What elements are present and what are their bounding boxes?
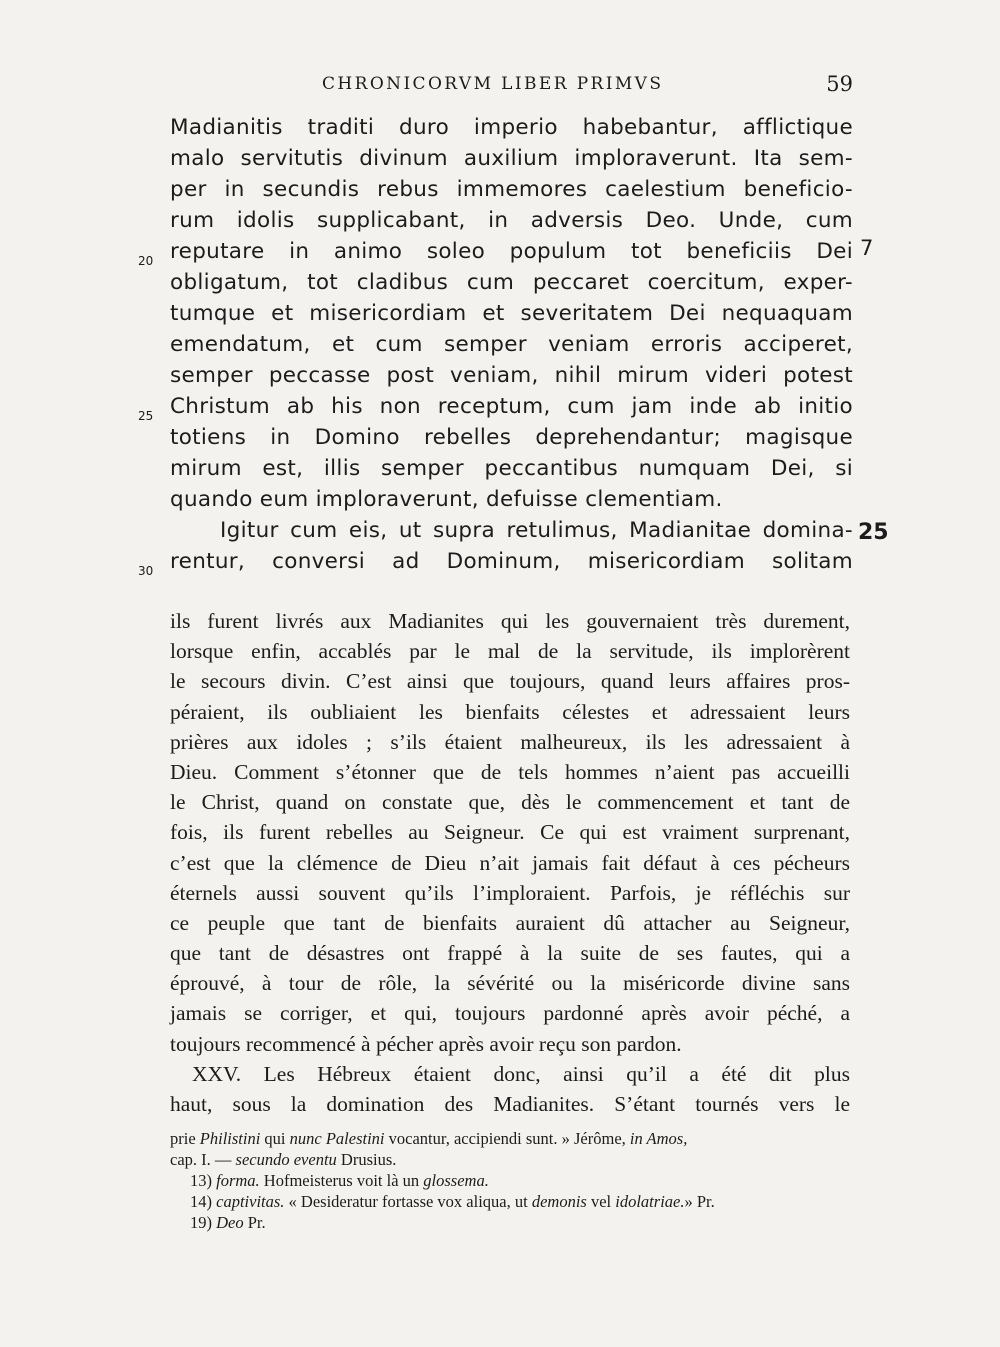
margin-chapter-7: 7 bbox=[860, 236, 874, 260]
latin-line: rum idolis supplicabant, in adversis Deo. Unde, cum bbox=[170, 208, 853, 233]
note-text: qui bbox=[260, 1129, 290, 1148]
french-line: XXV. Les Hébreux étaient donc, ainsi qu’il a été dit plus bbox=[192, 1061, 850, 1086]
latin-line: mirum est, illis semper peccantibus numquam Dei, si bbox=[170, 456, 853, 481]
french-line: fois, ils furent rebelles au Seigneur. Ce qui est vraiment surprenant, bbox=[170, 820, 850, 845]
note-italic: captivitas. bbox=[216, 1192, 285, 1211]
french-line: éprouvé, à tour de rôle, la sévérité ou la miséricorde divine sans bbox=[170, 971, 850, 996]
footnotes bbox=[170, 1128, 850, 1233]
french-line: lorsque enfin, accablés par le mal de la servitude, ils implorèrent bbox=[170, 639, 850, 664]
note-text: vocantur, accipiendi sunt. » Jérôme, bbox=[384, 1129, 630, 1148]
french-line: ils furent livrés aux Madianites qui les gouvernaient très durement, bbox=[170, 609, 850, 633]
latin-line: semper peccasse post veniam, nihil mirum videri potest bbox=[170, 363, 853, 388]
french-line: c’est que la clémence de Dieu n’ait jamais fait défaut à ces pécheurs bbox=[170, 850, 850, 875]
french-line: le secours divin. C’est ainsi que toujours, quand leurs affaires pros- bbox=[170, 669, 850, 694]
note-text: Drusius. bbox=[336, 1150, 397, 1169]
latin-line: Igitur cum eis, ut supra retulimus, Madianitae domina- bbox=[220, 518, 853, 543]
latin-line: per in secundis rebus immemores caelestium beneficio- bbox=[170, 177, 853, 202]
running-title: CHRONICORVM LIBER PRIMVS bbox=[322, 74, 664, 94]
note-text: Hofmeisterus voit là un bbox=[259, 1171, 424, 1190]
latin-line: obligatum, tot cladibus cum peccaret coercitum, exper- bbox=[170, 270, 853, 295]
note-italic: secundo eventu bbox=[235, 1150, 337, 1169]
latin-line: emendatum, et cum semper veniam erroris acciperet, bbox=[170, 332, 853, 357]
footnote-19 bbox=[170, 1212, 850, 1233]
latin-line: tumque et misericordiam et severitatem Dei nequaquam bbox=[170, 301, 853, 326]
french-line: prières aux idoles ; s’ils étaient malheureux, ils les adressaient à bbox=[170, 729, 850, 754]
note-text: » Pr. bbox=[684, 1192, 715, 1211]
footnote-line bbox=[170, 1149, 850, 1170]
page-number: 59 bbox=[826, 72, 853, 96]
latin-line: quando eum imploraverunt, defuisse clementiam. bbox=[170, 487, 723, 512]
note-number: 13) bbox=[190, 1171, 217, 1190]
latin-line: reputare in animo soleo populum tot beneficiis Dei bbox=[170, 239, 853, 264]
note-italic: demonis bbox=[531, 1192, 587, 1211]
note-italic: glossema. bbox=[423, 1171, 489, 1190]
french-line: jamais se corriger, et qui, toujours pardonné après avoir péché, a bbox=[170, 1001, 850, 1026]
latin-line: Christum ab his non receptum, cum jam inde ab initio bbox=[170, 394, 853, 419]
footnote-line bbox=[170, 1128, 850, 1149]
french-line: haut, sous la domination des Madianites. S’étant tournés vers le bbox=[170, 1092, 850, 1116]
note-italic: in Amos, bbox=[629, 1129, 688, 1148]
french-line: que tant de désastres ont frappé à la suite de ses fautes, qui a bbox=[170, 941, 850, 966]
footnote-14 bbox=[170, 1191, 850, 1212]
line-number-30: 30 bbox=[138, 564, 154, 578]
note-text: cap. I. — bbox=[170, 1150, 236, 1169]
line-number-20: 20 bbox=[138, 254, 154, 268]
note-number: 14) bbox=[190, 1192, 217, 1211]
latin-line: totiens in Domino rebelles deprehendantur; magisque bbox=[170, 425, 853, 450]
note-text: vel bbox=[586, 1192, 616, 1211]
french-line: Dieu. Comment s’étonner que de tels hommes n’aient pas accueilli bbox=[170, 759, 850, 784]
french-line: toujours recommencé à pécher après avoir reçu son pardon. bbox=[170, 1031, 682, 1056]
latin-text-block bbox=[170, 112, 853, 577]
note-text: Pr. bbox=[243, 1213, 266, 1232]
note-italic: Deo bbox=[216, 1213, 244, 1232]
latin-line: rentur, conversi ad Dominum, misericordiam solitam bbox=[170, 549, 853, 574]
margin-chapter-25: 25 bbox=[858, 520, 889, 545]
note-italic: idolatriae. bbox=[615, 1192, 685, 1211]
note-italic: nunc Palestini bbox=[289, 1129, 385, 1148]
french-line: péraient, ils oubliaient les bienfaits célestes et adressaient leurs bbox=[170, 699, 850, 724]
note-italic: forma. bbox=[216, 1171, 260, 1190]
footnote-13 bbox=[170, 1170, 850, 1191]
note-text: « Desideratur fortasse vox aliqua, ut bbox=[284, 1192, 532, 1211]
latin-line: malo servitutis divinum auxilium imploraverunt. Ita sem- bbox=[170, 146, 853, 171]
note-italic: Philistini bbox=[199, 1129, 261, 1148]
french-line: éternels aussi souvent qu’ils l’imploraient. Parfois, je réfléchis sur bbox=[170, 880, 850, 905]
note-number: 19) bbox=[190, 1213, 217, 1232]
note-text: prie bbox=[170, 1129, 200, 1148]
french-translation-block bbox=[170, 606, 850, 1119]
french-line: ce peuple que tant de bienfaits auraient dû attacher au Seigneur, bbox=[170, 910, 850, 935]
latin-line: Madianitis traditi duro imperio habebantur, afflictique bbox=[170, 115, 853, 140]
line-number-25: 25 bbox=[138, 409, 154, 423]
page-header bbox=[170, 74, 853, 104]
french-line: le Christ, quand on constate que, dès le commencement et tant de bbox=[170, 790, 850, 815]
